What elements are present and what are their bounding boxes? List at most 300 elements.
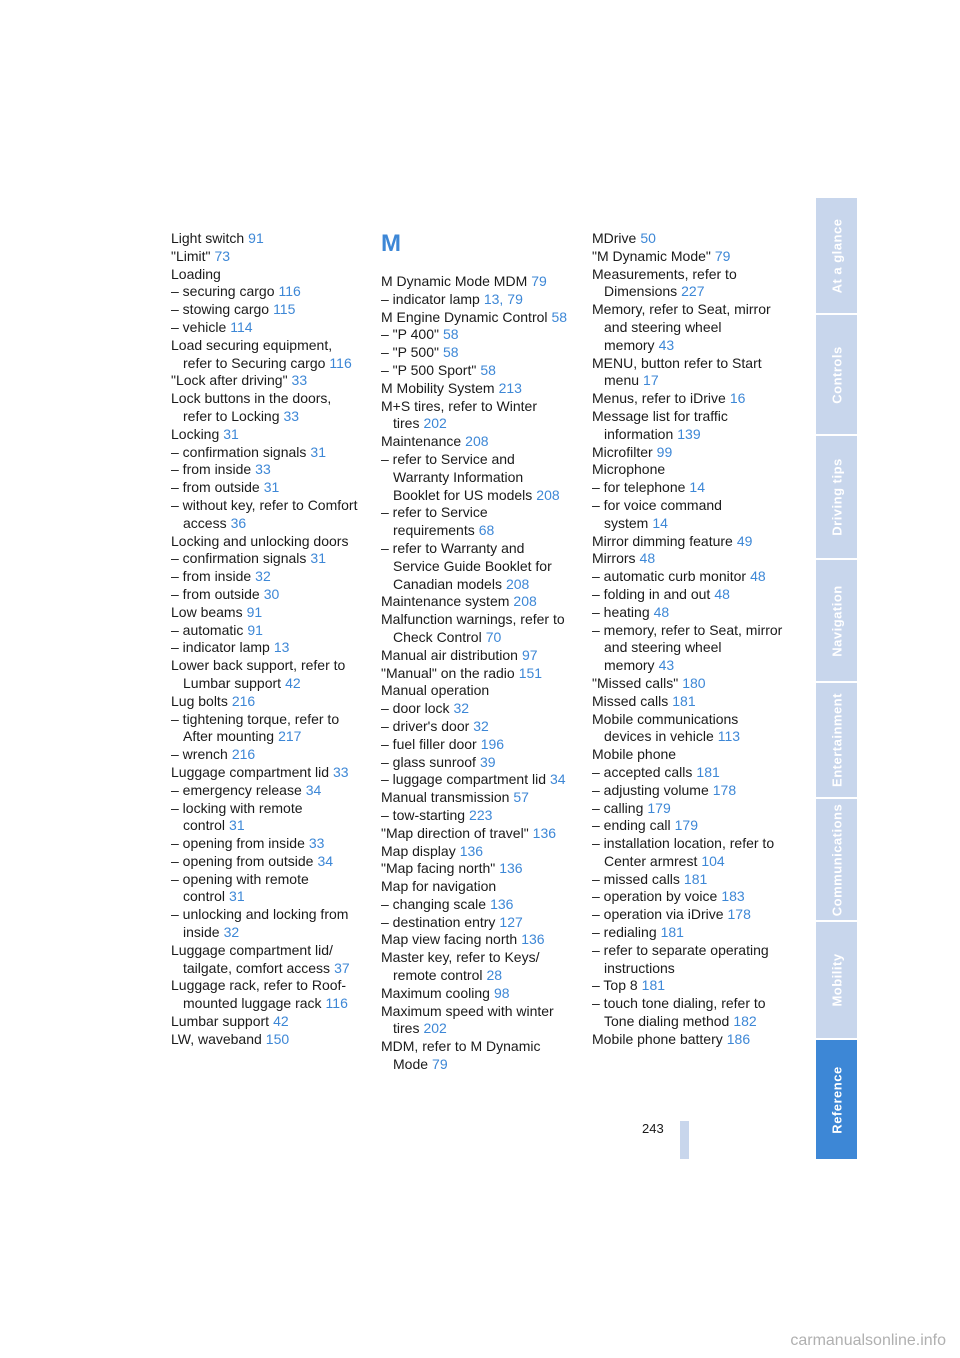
index-entry — [171, 479, 363, 497]
section-tab-entertainment[interactable] — [816, 683, 857, 799]
entry-term: Manual air distribution — [381, 646, 518, 663]
index-entry — [381, 504, 573, 540]
entry-term: – refer to separate operating instructions — [592, 941, 769, 976]
page-link[interactable]: 217 — [278, 728, 302, 745]
entry-term: – locking with remote control — [171, 799, 303, 834]
index-entry — [381, 326, 573, 344]
page-link[interactable]: 31 — [310, 550, 326, 567]
entry-term: – for voice command system — [592, 496, 722, 531]
index-entry — [171, 906, 363, 942]
page-link[interactable]: 151 — [518, 664, 543, 681]
entry-term: Menus, refer to iDrive — [592, 390, 726, 407]
index-entry — [381, 682, 573, 700]
page-link[interactable]: 179 — [674, 817, 698, 834]
entry-term: "Map direction of travel" — [381, 824, 529, 841]
entry-term: – opening from inside — [171, 835, 305, 852]
entry-term: Map display — [381, 842, 456, 859]
index-entry — [381, 878, 573, 896]
entry-term: – from inside — [171, 461, 252, 478]
index-entry — [381, 807, 573, 825]
section-tab-label: Reference — [829, 1065, 844, 1134]
entry-term: – destination entry — [381, 913, 496, 930]
entry-term: Mobile communications devices in vehicle — [592, 710, 739, 745]
page-link[interactable]: 91 — [247, 621, 263, 638]
index-entry — [171, 444, 363, 462]
entry-term: – opening from outside — [171, 852, 314, 869]
entry-term: Mobile phone battery — [592, 1030, 723, 1047]
page-link[interactable]: 114 — [230, 318, 253, 335]
entry-term: – driver's door — [381, 717, 470, 734]
index-entry — [381, 1003, 573, 1039]
entry-term: Maintenance — [381, 433, 462, 450]
page-link[interactable]: 34 — [317, 852, 334, 869]
entry-term: – without key, refer to Comfort access — [171, 496, 358, 531]
page-link[interactable]: 33 — [283, 407, 300, 424]
entry-term: – operation by voice — [592, 888, 718, 905]
page-link[interactable]: 14 — [689, 479, 705, 496]
index-entry — [592, 977, 784, 995]
entry-term: – from outside — [171, 479, 260, 496]
entry-term: Luggage compartment lid/ tailgate, comfort access — [171, 941, 333, 976]
page-link[interactable]: 99 — [656, 443, 673, 460]
index-entry — [381, 540, 573, 593]
entry-term: M Dynamic Mode MDM — [381, 273, 528, 289]
page-link[interactable]: 115 — [273, 301, 296, 318]
page-link[interactable]: 30 — [263, 585, 280, 602]
index-entry — [592, 693, 784, 711]
index-entry — [592, 550, 784, 568]
page-link[interactable]: 43 — [658, 657, 675, 674]
section-tab-navigation[interactable] — [816, 560, 857, 683]
section-tab-label: Communications — [829, 803, 844, 916]
section-tab-label: At a glance — [829, 218, 844, 293]
index-entry — [592, 906, 784, 924]
page-link[interactable]: 208 — [465, 433, 489, 450]
page-link[interactable]: 48 — [639, 550, 656, 567]
entry-term: "Lock after driving" — [171, 372, 288, 389]
index-entry — [171, 639, 363, 657]
page-link[interactable]: 68 — [478, 522, 495, 539]
entry-term: – vehicle — [171, 318, 227, 335]
entry-term: – confirmation signals — [171, 550, 307, 567]
page-link[interactable]: 136 — [459, 842, 484, 859]
page-link[interactable]: 43 — [658, 336, 675, 353]
entry-term: – "P 500" — [381, 344, 439, 361]
index-entry — [171, 283, 363, 301]
entry-term: Luggage rack, refer to Roof-mounted luggage rack — [171, 977, 347, 1012]
entry-term: – installation location, refer to Center armrest — [592, 835, 775, 869]
page-link[interactable]: 31 — [229, 817, 245, 834]
entry-term: Microphone — [592, 461, 666, 478]
page-link[interactable]: 42 — [285, 674, 301, 691]
section-tab-at-a-glance[interactable] — [816, 198, 857, 315]
entry-term: Lock buttons in the doors, refer to Locking — [171, 390, 332, 424]
index-entry — [171, 853, 363, 871]
page-link[interactable]: 79 — [531, 273, 547, 289]
page-link[interactable]: 58 — [480, 361, 496, 378]
entry-term: – from outside — [171, 585, 260, 602]
page-link[interactable]: 28 — [486, 967, 503, 984]
entry-term: Measurements, refer to Dimensions — [592, 265, 737, 300]
page-link[interactable]: 216 — [231, 692, 256, 709]
page-link[interactable]: 79 — [432, 1056, 448, 1073]
index-entry — [381, 362, 573, 380]
page-link[interactable]: 70 — [485, 628, 502, 645]
index-entry — [592, 230, 784, 248]
entry-term: – door lock — [381, 700, 450, 717]
page-link[interactable]: 13 — [273, 639, 290, 656]
entry-term: – Top 8 — [592, 977, 638, 994]
entry-term: – unlocking and locking from inside — [171, 906, 349, 941]
entry-term: – for telephone — [592, 479, 686, 496]
index-entry — [592, 746, 784, 764]
index-entry — [171, 372, 363, 390]
index-entry — [381, 771, 573, 789]
entry-term: – calling — [592, 799, 644, 816]
index-entry — [171, 942, 363, 978]
index-entry — [592, 622, 784, 675]
index-entry — [171, 319, 363, 337]
index-entry — [171, 301, 363, 319]
index-entry — [171, 622, 363, 640]
entry-term: MDM, refer to M Dynamic Mode — [381, 1038, 541, 1073]
index-entry — [381, 273, 573, 291]
entry-term: M Mobility System — [381, 379, 495, 396]
index-entry — [381, 398, 573, 434]
page-link[interactable]: 181 — [696, 763, 720, 780]
entry-term: Maximum cooling — [381, 984, 490, 1001]
page-link[interactable]: 50 — [640, 230, 656, 246]
section-tab-reference[interactable] — [816, 1040, 857, 1161]
page-number: 243 — [642, 1121, 664, 1136]
page-link[interactable]: 39 — [479, 753, 496, 770]
index-entry — [171, 586, 363, 604]
index-entry — [592, 711, 784, 747]
page-link[interactable]: 17 — [643, 372, 659, 389]
index-entry — [592, 301, 784, 354]
index-entry — [381, 860, 573, 878]
index-entry — [592, 355, 784, 391]
index-column-3 — [592, 230, 784, 1049]
entry-term: – refer to Service requirements — [381, 504, 488, 539]
page-link[interactable]: 139 — [677, 425, 701, 442]
page-link[interactable]: 36 — [230, 514, 247, 531]
page-link[interactable]: 16 — [729, 390, 746, 407]
entry-term: – "P 500 Sport" — [381, 361, 477, 378]
page-link[interactable]: 14 — [652, 514, 668, 531]
page-link[interactable]: 34 — [550, 771, 566, 788]
entry-term: "Missed calls" — [592, 674, 679, 691]
section-tab-label: Entertainment — [829, 693, 844, 787]
index-entry — [171, 230, 363, 248]
index-entry — [592, 248, 784, 266]
section-tab-label: Controls — [829, 345, 844, 404]
index-entry — [592, 1031, 784, 1049]
entry-term: "Limit" — [171, 247, 211, 264]
index-entry — [171, 266, 363, 284]
index-entries — [381, 273, 573, 1074]
page-link[interactable]: 127 — [499, 913, 523, 930]
page-link[interactable]: 208 — [505, 575, 530, 592]
index-entry — [171, 337, 363, 373]
index-entry — [171, 835, 363, 853]
page-link[interactable]: 91 — [248, 230, 264, 246]
page-link[interactable]: 150 — [265, 1030, 290, 1047]
page-link[interactable]: 178 — [712, 781, 737, 798]
index-entry — [381, 789, 573, 807]
page-link[interactable]: 113 — [717, 728, 741, 745]
page-link[interactable]: 33 — [255, 461, 271, 478]
index-entry — [381, 914, 573, 932]
page-link[interactable]: 32 — [453, 700, 470, 717]
page-link[interactable]: 73 — [214, 247, 231, 264]
index-entry — [381, 451, 573, 504]
page-link[interactable]: 48 — [653, 603, 670, 620]
page-link[interactable]: 178 — [727, 906, 751, 923]
index-entry — [171, 550, 363, 568]
page-link[interactable]: 196 — [480, 735, 505, 752]
page-link[interactable]: 183 — [721, 888, 745, 905]
page-link[interactable]: 116 — [329, 354, 352, 371]
entry-term: MDrive — [592, 230, 637, 246]
index-entry — [171, 533, 363, 551]
page-link[interactable]: 202 — [423, 415, 447, 432]
index-entry — [592, 266, 784, 302]
page-link[interactable]: 48 — [714, 585, 730, 602]
section-tab-mobility[interactable] — [816, 922, 857, 1040]
page-link[interactable]: 31 — [229, 888, 245, 905]
page-link[interactable]: 104 — [701, 852, 725, 869]
entry-term: – tightening torque, refer to After mounting — [171, 710, 340, 745]
index-entry — [171, 977, 363, 1013]
page-link[interactable]: 182 — [733, 1013, 757, 1030]
index-entry — [592, 782, 784, 800]
entry-term: – wrench — [171, 746, 228, 763]
page-link[interactable]: 37 — [334, 959, 350, 976]
page-link[interactable]: 58 — [442, 344, 459, 361]
index-entry — [171, 248, 363, 266]
page-link[interactable]: 136 — [499, 860, 523, 877]
entry-term: Light switch — [171, 230, 245, 246]
index-entry — [592, 888, 784, 906]
section-tab-label: Navigation — [829, 584, 844, 657]
page-link[interactable]: 180 — [682, 674, 706, 691]
index-entry — [381, 985, 573, 1003]
section-tab-communications[interactable] — [816, 799, 857, 922]
entry-term: – ending call — [592, 817, 671, 834]
entry-term: – fuel filler door — [381, 735, 477, 752]
page-link[interactable]: 79 — [714, 247, 731, 264]
entry-term: – redialing — [592, 924, 657, 941]
index-entry — [592, 568, 784, 586]
page-link[interactable]: 34 — [305, 781, 322, 798]
index-entry — [592, 764, 784, 782]
page-link[interactable]: 213 — [498, 379, 522, 396]
page-link[interactable]: 32 — [223, 924, 240, 941]
page-link[interactable]: 57 — [513, 789, 529, 806]
index-entry — [381, 1038, 573, 1074]
page-link[interactable]: 227 — [681, 283, 705, 300]
entry-term: – opening with remote control — [171, 870, 309, 905]
page-link[interactable]: 136 — [521, 931, 545, 948]
entry-term: – "P 400" — [381, 326, 439, 343]
index-entry — [381, 593, 573, 611]
entry-term: M Engine Dynamic Control — [381, 308, 548, 325]
index-entry — [171, 871, 363, 907]
entry-term: – missed calls — [592, 870, 680, 887]
index-entry — [171, 782, 363, 800]
page-link[interactable]: 116 — [278, 283, 301, 300]
entry-term: Luggage compartment lid — [171, 763, 329, 780]
entry-term: – tow-starting — [381, 806, 466, 823]
page-link[interactable]: 181 — [641, 977, 666, 994]
index-entry — [592, 835, 784, 871]
index-entry — [381, 647, 573, 665]
page-marker-bar — [680, 1121, 689, 1159]
page-link[interactable]: 13 — [483, 290, 500, 307]
index-entry — [381, 736, 573, 754]
index-entry — [592, 461, 784, 479]
entry-term: – securing cargo — [171, 283, 275, 300]
page-link[interactable]: 33 — [333, 763, 349, 780]
index-entry — [171, 657, 363, 693]
page-link[interactable]: 216 — [231, 746, 256, 763]
entry-term: M+S tires, refer to Winter tires — [381, 397, 537, 432]
entry-term: – memory, refer to Seat, mirror and steering wheel memory — [592, 621, 783, 674]
index-entry — [592, 924, 784, 942]
page-link[interactable]: 31 — [310, 443, 326, 460]
page-link[interactable]: 31 — [223, 425, 239, 442]
entry-term: Manual transmission — [381, 789, 510, 806]
page-link[interactable]: 58 — [442, 326, 459, 343]
entry-term: – emergency release — [171, 781, 302, 798]
index-entry — [592, 408, 784, 444]
index-entry — [171, 604, 363, 622]
section-tab-driving-tips[interactable] — [816, 436, 857, 560]
index-entry — [592, 390, 784, 408]
entry-term: Mirrors — [592, 550, 636, 567]
index-entry — [381, 309, 573, 327]
page-link[interactable]: 32 — [473, 717, 489, 734]
page-link[interactable]: 58 — [551, 308, 568, 325]
index-entry — [381, 433, 573, 451]
entry-term: Memory, refer to Seat, mirror and steering wheel memory — [592, 301, 771, 353]
page-link[interactable]: 97 — [521, 646, 538, 663]
index-entry — [592, 497, 784, 533]
index-entry — [592, 444, 784, 462]
page-link[interactable]: 33 — [308, 835, 325, 852]
entry-term: – heating — [592, 603, 650, 620]
page-link[interactable]: 116 — [325, 995, 348, 1012]
index-entry — [381, 949, 573, 985]
entry-term: – luggage compartment lid — [381, 771, 546, 788]
index-entry — [381, 718, 573, 736]
entry-term: Manual operation — [381, 682, 490, 699]
entry-term: Load securing equipment, refer to Securing cargo — [171, 336, 333, 371]
entry-term: – automatic curb monitor — [592, 568, 747, 585]
entry-term: – automatic — [171, 621, 244, 638]
index-entry — [592, 479, 784, 497]
index-entry — [381, 843, 573, 861]
page-link[interactable]: 181 — [672, 692, 696, 709]
index-entry — [592, 675, 784, 693]
index-entry — [592, 800, 784, 818]
page-link[interactable]: 202 — [423, 1020, 447, 1037]
page-link[interactable]: 186 — [726, 1030, 751, 1047]
entry-term: – confirmation signals — [171, 443, 307, 460]
entry-term: Lumbar support — [171, 1013, 270, 1030]
page-link[interactable]: 42 — [273, 1013, 289, 1030]
page-link[interactable]: 79 — [507, 290, 523, 307]
entry-term: "Manual" on the radio — [381, 664, 515, 681]
index-entry — [592, 871, 784, 889]
section-letter: M — [381, 230, 401, 257]
page-link[interactable]: 208 — [536, 486, 560, 503]
page-link[interactable]: 49 — [736, 532, 753, 549]
entry-term: Low beams — [171, 603, 243, 620]
page-link[interactable]: 181 — [660, 924, 684, 941]
entry-term: – changing scale — [381, 895, 487, 912]
entry-term: Map view facing north — [381, 931, 518, 948]
index-entry: – indicator lamp 13, 79 — [381, 290, 523, 307]
entry-term: – indicator lamp — [171, 639, 270, 656]
entry-term: Mobile phone — [592, 746, 677, 763]
entry-term: Maximum speed with winter tires — [381, 1002, 554, 1037]
index-entry — [592, 586, 784, 604]
index-entry — [381, 380, 573, 398]
entry-term: – accepted calls — [592, 763, 693, 780]
index-entry — [171, 711, 363, 747]
index-entry — [171, 390, 363, 426]
index-entry — [592, 817, 784, 835]
page-link[interactable]: 33 — [291, 372, 308, 389]
page-link[interactable]: 136 — [532, 824, 557, 841]
page-link[interactable]: 181 — [683, 870, 708, 887]
entry-term: Map for navigation — [381, 878, 497, 895]
index-entry — [171, 1031, 363, 1049]
index-entry — [171, 800, 363, 836]
index-entry — [592, 995, 784, 1031]
index-entry — [171, 746, 363, 764]
page-link[interactable]: 32 — [255, 568, 271, 585]
page-link[interactable]: 223 — [469, 806, 493, 823]
page-link[interactable]: 136 — [490, 895, 514, 912]
entry-term: Locking — [171, 425, 220, 442]
page-link[interactable]: 31 — [263, 479, 280, 496]
index-column-2 — [381, 230, 573, 1074]
index-entry — [171, 461, 363, 479]
entry-term: – folding in and out — [592, 585, 711, 602]
page-link[interactable]: 48 — [750, 568, 766, 585]
page-link[interactable]: 179 — [647, 799, 671, 816]
index-entry — [381, 665, 573, 683]
section-tab-label: Driving tips — [829, 458, 844, 536]
section-tab-controls[interactable] — [816, 315, 857, 436]
entry-term: Microfilter — [592, 443, 653, 460]
watermark: carmanualsonline.info — [790, 1332, 946, 1349]
page-link[interactable]: 98 — [493, 984, 510, 1001]
page-link[interactable]: 208 — [513, 593, 537, 610]
entry-term: Master key, refer to Keys/ remote control — [381, 949, 540, 984]
entry-term: – indicator lamp — [381, 290, 480, 307]
index-entry — [171, 693, 363, 711]
page-link[interactable]: 91 — [246, 603, 263, 620]
index-entry — [381, 344, 573, 362]
entry-term: LW, waveband — [171, 1030, 262, 1047]
entry-term: Lug bolts — [171, 692, 228, 709]
entry-term: Maintenance system — [381, 593, 510, 610]
entry-term: – glass sunroof — [381, 753, 476, 770]
